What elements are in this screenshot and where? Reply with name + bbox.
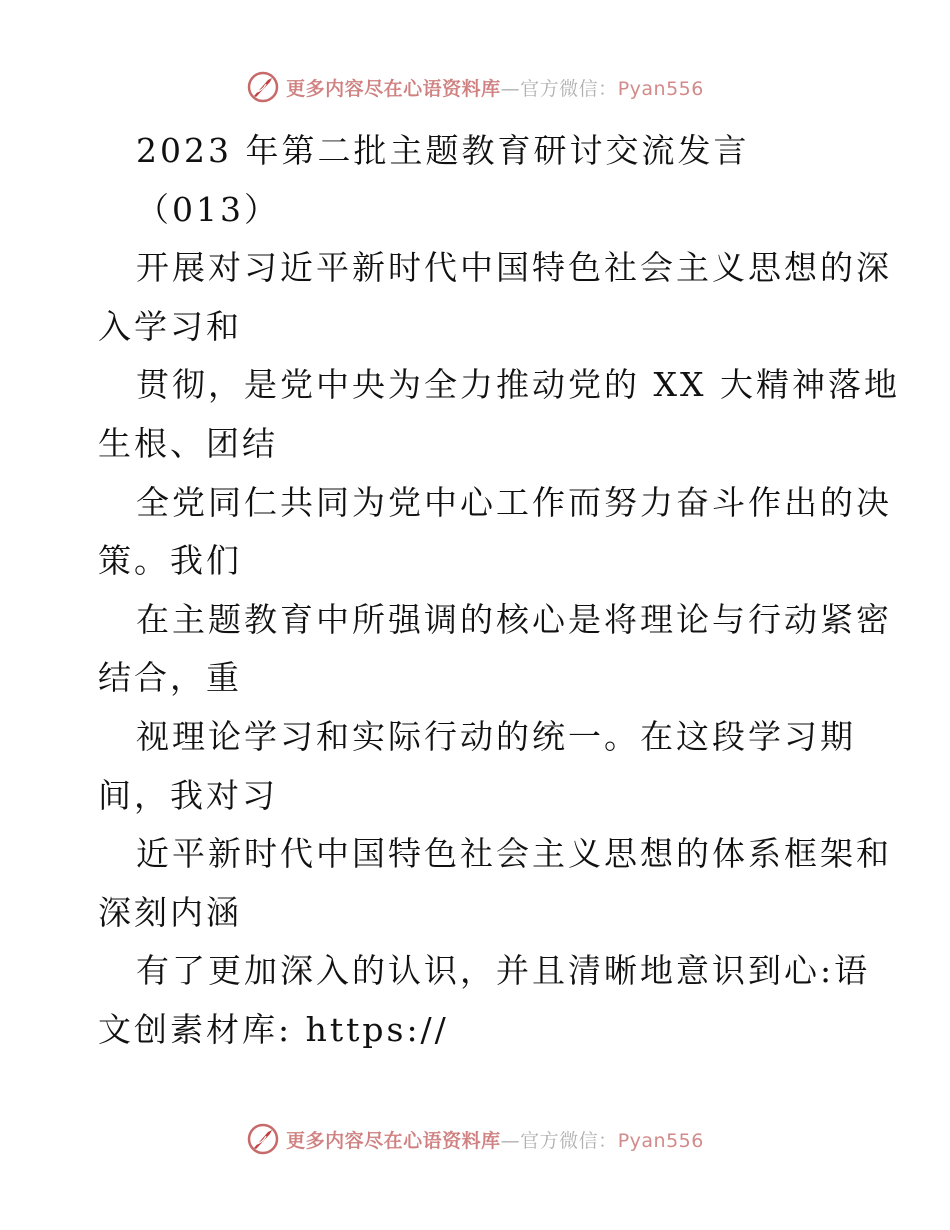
paragraph-line: 结合，重	[98, 658, 242, 698]
watermark-text	[286, 1126, 704, 1153]
watermark-text	[286, 74, 704, 101]
paragraph-line: 贯彻，是党中央为全力推动党的 XX 大精神落地	[136, 365, 900, 405]
watermark-label: 官方微信：	[520, 77, 618, 100]
watermark-wechat-id: Pyan556	[617, 1129, 704, 1152]
document-body	[98, 122, 900, 1060]
paragraph-line: 生根、团结	[98, 423, 278, 463]
header-watermark	[0, 70, 950, 104]
watermark-separator: —	[500, 77, 521, 100]
paragraph-line: 间，我对习	[98, 775, 278, 815]
paragraph-line: 文创素材库: https://	[98, 1009, 449, 1049]
paragraph-line: 在主题教育中所强调的核心是将理论与行动紧密	[136, 599, 892, 639]
watermark-brand: 更多内容尽在心语资料库	[286, 77, 501, 100]
paragraph-line: 开展对习近平新时代中国特色社会主义思想的深	[136, 248, 892, 288]
watermark-separator: —	[500, 1129, 521, 1152]
watermark-brand: 更多内容尽在心语资料库	[286, 1129, 501, 1152]
document-title: 2023 年第二批主题教育研讨交流发言	[136, 131, 750, 170]
paragraph-line: 入学习和	[98, 306, 242, 346]
paragraph-line: 全党同仁共同为党中心工作而努力奋斗作出的决	[136, 482, 892, 522]
feather-pen-icon	[246, 70, 280, 104]
watermark-label: 官方微信：	[520, 1129, 618, 1152]
watermark-wechat-id: Pyan556	[617, 77, 704, 100]
paragraph-line: 有了更加深入的认识，并且清晰地意识到心:语	[136, 951, 871, 991]
feather-pen-icon	[246, 1122, 280, 1156]
paragraph-line: 策。我们	[98, 541, 242, 581]
footer-watermark	[0, 1122, 950, 1156]
paragraph-line: 深刻内涵	[98, 892, 242, 932]
paragraph-line: 视理论学习和实际行动的统一。在这段学习期	[136, 716, 856, 756]
paragraph-line: 近平新时代中国特色社会主义思想的体系框架和	[136, 834, 892, 874]
document-subtitle: （013）	[136, 189, 280, 229]
